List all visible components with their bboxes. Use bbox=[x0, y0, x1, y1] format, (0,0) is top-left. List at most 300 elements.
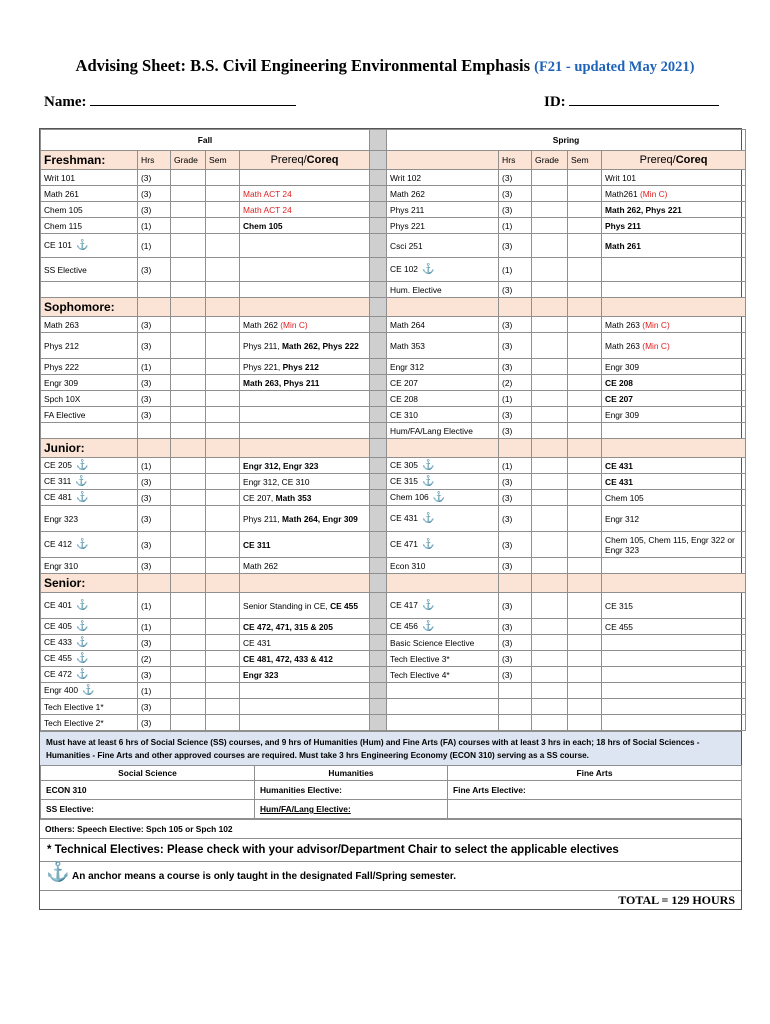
sem-cell[interactable] bbox=[206, 635, 240, 651]
hrs-cell: (3) bbox=[499, 651, 532, 667]
hrs-cell: (3) bbox=[138, 186, 171, 202]
course-name: Math 263 bbox=[44, 319, 79, 330]
anchor-icon: ⚓ bbox=[75, 492, 89, 503]
grade-cell[interactable] bbox=[171, 651, 206, 667]
prereq-cell bbox=[602, 202, 746, 218]
sem-cell[interactable] bbox=[568, 635, 602, 651]
fall-course bbox=[41, 218, 138, 234]
course-name: CE 315 bbox=[390, 476, 418, 486]
id-field[interactable] bbox=[569, 91, 719, 106]
grade-cell[interactable] bbox=[171, 170, 206, 186]
grade-cell[interactable] bbox=[171, 218, 206, 234]
hrs-cell: (1) bbox=[138, 234, 171, 258]
course-row bbox=[41, 558, 746, 574]
sem-cell[interactable] bbox=[206, 506, 240, 532]
grade-cell[interactable] bbox=[532, 407, 568, 423]
prereq-cell bbox=[240, 375, 370, 391]
course-row bbox=[41, 532, 746, 558]
prereq-cell bbox=[240, 317, 370, 333]
spring-course bbox=[387, 558, 499, 574]
prereq-cell bbox=[602, 593, 746, 619]
prereq-text: CE 208 bbox=[605, 377, 633, 388]
course-name: Engr 310 bbox=[44, 560, 78, 571]
prereq-cell bbox=[602, 218, 746, 234]
prereq-cell bbox=[240, 699, 370, 715]
prereq-text: Chem 105 bbox=[605, 492, 644, 503]
prereq-cell bbox=[240, 186, 370, 202]
fine-arts-elective-field[interactable]: Fine Arts Elective: bbox=[448, 781, 742, 800]
prereq-text: Math 262, Phys 222 bbox=[281, 340, 359, 351]
grade-cell[interactable] bbox=[532, 282, 568, 298]
anchor-icon: ⚓ bbox=[75, 637, 89, 648]
fall-course bbox=[41, 558, 138, 574]
column-separator bbox=[370, 151, 387, 170]
prereq-cell bbox=[240, 458, 370, 474]
fall-course bbox=[41, 683, 138, 699]
sem-cell[interactable] bbox=[206, 619, 240, 635]
spring-course bbox=[387, 359, 499, 375]
sem-cell[interactable] bbox=[206, 375, 240, 391]
fall-course bbox=[41, 202, 138, 218]
blank-cell bbox=[532, 574, 568, 593]
hrs-cell bbox=[138, 282, 171, 298]
column-separator bbox=[370, 258, 387, 282]
sem-cell[interactable] bbox=[568, 619, 602, 635]
grade-cell[interactable] bbox=[532, 170, 568, 186]
prereq-cell bbox=[602, 258, 746, 282]
sem-cell[interactable] bbox=[568, 715, 602, 731]
spring-course bbox=[387, 391, 499, 407]
spring-course bbox=[387, 375, 499, 391]
hrs-cell: (3) bbox=[499, 667, 532, 683]
course-name: Chem 106 bbox=[390, 492, 429, 502]
fall-course bbox=[41, 490, 138, 506]
fall-course bbox=[41, 407, 138, 423]
grade-cell[interactable] bbox=[532, 593, 568, 619]
sem-cell[interactable] bbox=[568, 359, 602, 375]
page-title bbox=[0, 56, 770, 76]
anchor-icon: ⚓ bbox=[421, 621, 435, 632]
hrs-cell: (3) bbox=[499, 170, 532, 186]
course-name: Tech Elective 4* bbox=[390, 669, 450, 680]
spring-course bbox=[387, 186, 499, 202]
fall-course bbox=[41, 234, 138, 258]
grade-cell[interactable] bbox=[171, 490, 206, 506]
grade-cell[interactable] bbox=[171, 186, 206, 202]
prereq-cell bbox=[602, 558, 746, 574]
fine-arts-header: Fine Arts bbox=[448, 766, 742, 781]
spring-course bbox=[387, 234, 499, 258]
blank-cell bbox=[138, 574, 171, 593]
prereq-text: CE 472, 471, 315 & 205 bbox=[243, 621, 333, 632]
course-name: Math 262 bbox=[390, 188, 425, 199]
prereq-text: Writ 101 bbox=[605, 172, 637, 183]
grade-cell[interactable] bbox=[532, 506, 568, 532]
prereq-text: CE 315 bbox=[605, 600, 633, 611]
course-name: Spch 10X bbox=[44, 393, 81, 404]
grade-cell[interactable] bbox=[532, 423, 568, 439]
anchor-icon: ⚓ bbox=[82, 685, 95, 696]
column-separator bbox=[370, 407, 387, 423]
grade-cell[interactable] bbox=[532, 359, 568, 375]
fall-course bbox=[41, 619, 138, 635]
hrs-cell: (3) bbox=[499, 407, 532, 423]
sem-cell[interactable] bbox=[568, 170, 602, 186]
grade-cell[interactable] bbox=[171, 667, 206, 683]
sem-cell[interactable] bbox=[206, 593, 240, 619]
course-row bbox=[41, 683, 746, 699]
year-header-row bbox=[41, 439, 746, 458]
prereq-text: Math ACT 24 bbox=[243, 188, 292, 199]
spring-course bbox=[387, 170, 499, 186]
sem-cell[interactable] bbox=[568, 186, 602, 202]
spring-course bbox=[387, 532, 499, 558]
spring-course bbox=[387, 258, 499, 282]
grade-cell[interactable] bbox=[532, 218, 568, 234]
sem-cell[interactable] bbox=[206, 258, 240, 282]
sem-cell[interactable] bbox=[206, 474, 240, 490]
sem-cell[interactable] bbox=[206, 282, 240, 298]
hrs-cell: (3) bbox=[499, 317, 532, 333]
sem-cell[interactable] bbox=[206, 458, 240, 474]
hrs-cell: (3) bbox=[499, 282, 532, 298]
grade-cell[interactable] bbox=[532, 375, 568, 391]
fall-header: Fall bbox=[41, 130, 370, 151]
sem-cell[interactable] bbox=[206, 218, 240, 234]
course-name: Math 261 bbox=[44, 188, 79, 199]
sem-cell[interactable] bbox=[568, 699, 602, 715]
hrs-cell: (3) bbox=[499, 558, 532, 574]
blank-cell bbox=[138, 439, 171, 458]
spring-course bbox=[387, 699, 499, 715]
hrs-cell: (3) bbox=[138, 532, 171, 558]
spring-course bbox=[387, 667, 499, 683]
prereq-cell bbox=[240, 667, 370, 683]
blank-cell bbox=[568, 574, 602, 593]
prereq-text: (Min C) bbox=[280, 319, 308, 330]
grade-cell[interactable] bbox=[532, 715, 568, 731]
column-separator bbox=[370, 234, 387, 258]
prereq-cell bbox=[602, 375, 746, 391]
anchor-icon: ⚓ bbox=[75, 600, 89, 611]
grade-cell[interactable] bbox=[171, 317, 206, 333]
year-header-row bbox=[41, 298, 746, 317]
course-name: Math 353 bbox=[390, 340, 425, 351]
spring-course bbox=[387, 202, 499, 218]
column-separator bbox=[370, 202, 387, 218]
prereq-text: Senior Standing in CE, bbox=[243, 600, 331, 611]
grade-cell[interactable] bbox=[171, 699, 206, 715]
grade-cell[interactable] bbox=[532, 333, 568, 359]
grade-cell[interactable] bbox=[532, 186, 568, 202]
hrs-cell: (1) bbox=[499, 258, 532, 282]
course-name: CE 311 bbox=[44, 476, 72, 486]
anchor-icon: ⚓ bbox=[75, 460, 89, 471]
column-separator bbox=[370, 130, 387, 151]
anchor-icon: ⚓ bbox=[421, 264, 435, 275]
fall-course bbox=[41, 317, 138, 333]
hrs-cell: (1) bbox=[138, 593, 171, 619]
course-row bbox=[41, 715, 746, 731]
sem-cell[interactable] bbox=[206, 683, 240, 699]
course-row bbox=[41, 506, 746, 532]
sem-cell[interactable] bbox=[568, 532, 602, 558]
fall-course bbox=[41, 258, 138, 282]
humanities-elective-field[interactable]: Humanities Elective: bbox=[255, 781, 448, 800]
sem-cell[interactable] bbox=[206, 532, 240, 558]
column-separator bbox=[370, 532, 387, 558]
course-row bbox=[41, 667, 746, 683]
sem-cell[interactable] bbox=[568, 317, 602, 333]
sem-cell[interactable] bbox=[206, 317, 240, 333]
grade-cell[interactable] bbox=[171, 282, 206, 298]
column-separator bbox=[370, 619, 387, 635]
prereq-cell bbox=[602, 667, 746, 683]
blank-cell bbox=[499, 574, 532, 593]
blank-cell bbox=[499, 439, 532, 458]
anchor-icon: ⚓ bbox=[421, 539, 435, 550]
grade-cell[interactable] bbox=[171, 715, 206, 731]
sem-cell[interactable] bbox=[568, 506, 602, 532]
course-name: CE 456 bbox=[390, 621, 418, 631]
course-name: Chem 105 bbox=[44, 204, 83, 215]
prereq-text: CE 431 bbox=[605, 460, 633, 471]
sem-cell[interactable] bbox=[568, 234, 602, 258]
course-row bbox=[41, 186, 746, 202]
course-row bbox=[41, 258, 746, 282]
sem-cell[interactable] bbox=[568, 490, 602, 506]
anchor-icon: ⚓ bbox=[75, 653, 89, 664]
sem-cell[interactable] bbox=[568, 333, 602, 359]
grade-cell[interactable] bbox=[532, 699, 568, 715]
blank-cell bbox=[532, 439, 568, 458]
sem-cell[interactable] bbox=[206, 333, 240, 359]
sem-cell[interactable] bbox=[206, 234, 240, 258]
grade-cell[interactable] bbox=[532, 532, 568, 558]
prereq-header bbox=[240, 151, 370, 170]
hum-fa-lang-elective-field[interactable]: Hum/FA/Lang Elective: bbox=[255, 800, 448, 819]
sem-cell[interactable] bbox=[206, 423, 240, 439]
column-separator bbox=[370, 391, 387, 407]
course-name: Tech Elective 3* bbox=[390, 653, 450, 664]
course-name: Hum. Elective bbox=[390, 284, 442, 295]
blank-cell bbox=[602, 574, 746, 593]
grade-cell[interactable] bbox=[532, 234, 568, 258]
sem-cell[interactable] bbox=[568, 375, 602, 391]
sem-cell[interactable] bbox=[568, 458, 602, 474]
name-label: Name: bbox=[44, 94, 87, 110]
grade-cell[interactable] bbox=[171, 202, 206, 218]
prereq-text: Phys 211, bbox=[243, 513, 282, 524]
fall-course bbox=[41, 359, 138, 375]
hrs-cell: (3) bbox=[138, 490, 171, 506]
blank-cell bbox=[602, 298, 746, 317]
grade-cell[interactable] bbox=[532, 683, 568, 699]
grade-cell[interactable] bbox=[532, 490, 568, 506]
prereq-cell bbox=[240, 258, 370, 282]
grade-cell[interactable] bbox=[532, 635, 568, 651]
prereq-text: Chem 105 bbox=[243, 220, 283, 231]
hrs-cell: (3) bbox=[138, 635, 171, 651]
sem-cell[interactable] bbox=[568, 558, 602, 574]
spring-course bbox=[387, 282, 499, 298]
grade-cell[interactable] bbox=[171, 333, 206, 359]
prereq-cell bbox=[240, 407, 370, 423]
course-name: Tech Elective 2* bbox=[44, 717, 104, 728]
grade-cell[interactable] bbox=[171, 619, 206, 635]
grade-cell[interactable] bbox=[171, 506, 206, 532]
prereq-text: Math 262 bbox=[243, 319, 281, 330]
anchor-icon: ⚓ bbox=[75, 621, 89, 632]
blank-cell bbox=[206, 439, 240, 458]
grade-cell[interactable] bbox=[171, 683, 206, 699]
prereq-cell bbox=[240, 359, 370, 375]
sem-cell[interactable] bbox=[568, 218, 602, 234]
sem-cell[interactable] bbox=[206, 699, 240, 715]
id-label: ID: bbox=[544, 94, 566, 110]
grade-cell[interactable] bbox=[171, 423, 206, 439]
course-row bbox=[41, 282, 746, 298]
hrs-cell: (3) bbox=[499, 423, 532, 439]
grade-cell[interactable] bbox=[532, 458, 568, 474]
empty-cell bbox=[448, 800, 742, 819]
hrs-cell: (2) bbox=[499, 375, 532, 391]
grade-cell[interactable] bbox=[171, 234, 206, 258]
sem-header: Sem bbox=[568, 151, 602, 170]
sem-cell[interactable] bbox=[206, 186, 240, 202]
grade-cell[interactable] bbox=[532, 474, 568, 490]
spring-course bbox=[387, 619, 499, 635]
column-separator bbox=[370, 298, 387, 317]
grade-cell[interactable] bbox=[532, 202, 568, 218]
sem-cell[interactable] bbox=[206, 407, 240, 423]
sem-cell[interactable] bbox=[206, 202, 240, 218]
fall-course bbox=[41, 186, 138, 202]
course-name: CE 433 bbox=[44, 637, 72, 647]
sem-cell[interactable] bbox=[568, 423, 602, 439]
ss-elective-field[interactable]: SS Elective: bbox=[41, 800, 255, 819]
course-name: Engr 312 bbox=[390, 361, 425, 372]
course-row bbox=[41, 423, 746, 439]
hrs-cell: (3) bbox=[138, 667, 171, 683]
prereq-text: Phys 211, bbox=[243, 340, 282, 351]
grade-cell[interactable] bbox=[171, 359, 206, 375]
blank-cell bbox=[532, 298, 568, 317]
prereq-cell bbox=[240, 391, 370, 407]
spring-course bbox=[387, 490, 499, 506]
prereq-cell bbox=[240, 333, 370, 359]
title-text: Advising Sheet: B.S. Civil Engineering Environmental Emphasis bbox=[75, 56, 535, 75]
grade-cell[interactable] bbox=[171, 375, 206, 391]
column-separator bbox=[370, 359, 387, 375]
sem-cell[interactable] bbox=[206, 715, 240, 731]
grade-cell[interactable] bbox=[171, 593, 206, 619]
sem-cell[interactable] bbox=[206, 558, 240, 574]
electives-table bbox=[40, 765, 742, 819]
grade-cell[interactable] bbox=[171, 558, 206, 574]
course-name: CE 417 bbox=[390, 600, 418, 610]
hrs-cell: (3) bbox=[138, 333, 171, 359]
course-name: CE 471 bbox=[390, 539, 418, 549]
course-name: Phys 211 bbox=[390, 204, 425, 215]
sem-cell[interactable] bbox=[206, 651, 240, 667]
grade-cell[interactable] bbox=[171, 474, 206, 490]
name-field[interactable] bbox=[90, 91, 296, 106]
prereq-text: (Min C) bbox=[639, 188, 668, 199]
grade-cell[interactable] bbox=[171, 532, 206, 558]
course-row bbox=[41, 218, 746, 234]
hrs-cell bbox=[499, 683, 532, 699]
hrs-cell bbox=[499, 715, 532, 731]
prereq-text: CE 207 bbox=[605, 393, 633, 404]
grade-cell[interactable] bbox=[532, 667, 568, 683]
prereq-cell bbox=[602, 186, 746, 202]
grade-cell[interactable] bbox=[171, 258, 206, 282]
hrs-cell: (2) bbox=[138, 651, 171, 667]
sem-cell[interactable] bbox=[568, 683, 602, 699]
sem-cell[interactable] bbox=[568, 474, 602, 490]
fall-course bbox=[41, 282, 138, 298]
sem-cell[interactable] bbox=[206, 667, 240, 683]
spring-course bbox=[387, 458, 499, 474]
sem-cell[interactable] bbox=[206, 170, 240, 186]
column-separator bbox=[370, 458, 387, 474]
column-separator bbox=[370, 474, 387, 490]
blank-cell bbox=[171, 298, 206, 317]
prereq-label: Prereq/ bbox=[270, 154, 307, 166]
course-row bbox=[41, 699, 746, 715]
prereq-text: Math 263 bbox=[605, 319, 643, 330]
course-name: Engr 323 bbox=[44, 513, 78, 524]
grade-cell[interactable] bbox=[171, 407, 206, 423]
hrs-cell: (3) bbox=[499, 202, 532, 218]
grade-cell[interactable] bbox=[532, 651, 568, 667]
sem-cell[interactable] bbox=[568, 593, 602, 619]
sem-cell[interactable] bbox=[568, 258, 602, 282]
sem-cell[interactable] bbox=[206, 359, 240, 375]
sem-cell[interactable] bbox=[568, 667, 602, 683]
grade-cell[interactable] bbox=[171, 458, 206, 474]
sem-cell[interactable] bbox=[568, 391, 602, 407]
sem-cell[interactable] bbox=[568, 407, 602, 423]
prereq-cell bbox=[240, 202, 370, 218]
course-name: Writ 102 bbox=[390, 172, 422, 183]
course-name: Engr 309 bbox=[44, 377, 78, 388]
spring-course bbox=[387, 651, 499, 667]
grade-cell[interactable] bbox=[532, 619, 568, 635]
column-separator bbox=[370, 635, 387, 651]
technical-electives-note: * Technical Electives: Please check with your advisor/Department Chair to select the applicable electives bbox=[40, 838, 741, 861]
grade-cell[interactable] bbox=[532, 391, 568, 407]
grade-cell[interactable] bbox=[171, 391, 206, 407]
grade-cell[interactable] bbox=[532, 258, 568, 282]
grade-cell[interactable] bbox=[171, 635, 206, 651]
course-row bbox=[41, 407, 746, 423]
prereq-text: Math 264, Engr 309 bbox=[281, 513, 358, 524]
grade-cell[interactable] bbox=[532, 558, 568, 574]
sem-cell[interactable] bbox=[206, 391, 240, 407]
grade-cell[interactable] bbox=[532, 317, 568, 333]
prereq-text: CE 455 bbox=[330, 600, 358, 611]
blank-cell bbox=[499, 298, 532, 317]
prereq-cell bbox=[240, 506, 370, 532]
column-separator bbox=[370, 170, 387, 186]
sem-cell[interactable] bbox=[568, 202, 602, 218]
prereq-text: Engr 323 bbox=[243, 669, 279, 680]
sem-cell[interactable] bbox=[568, 282, 602, 298]
sem-cell[interactable] bbox=[568, 651, 602, 667]
sem-cell[interactable] bbox=[206, 490, 240, 506]
